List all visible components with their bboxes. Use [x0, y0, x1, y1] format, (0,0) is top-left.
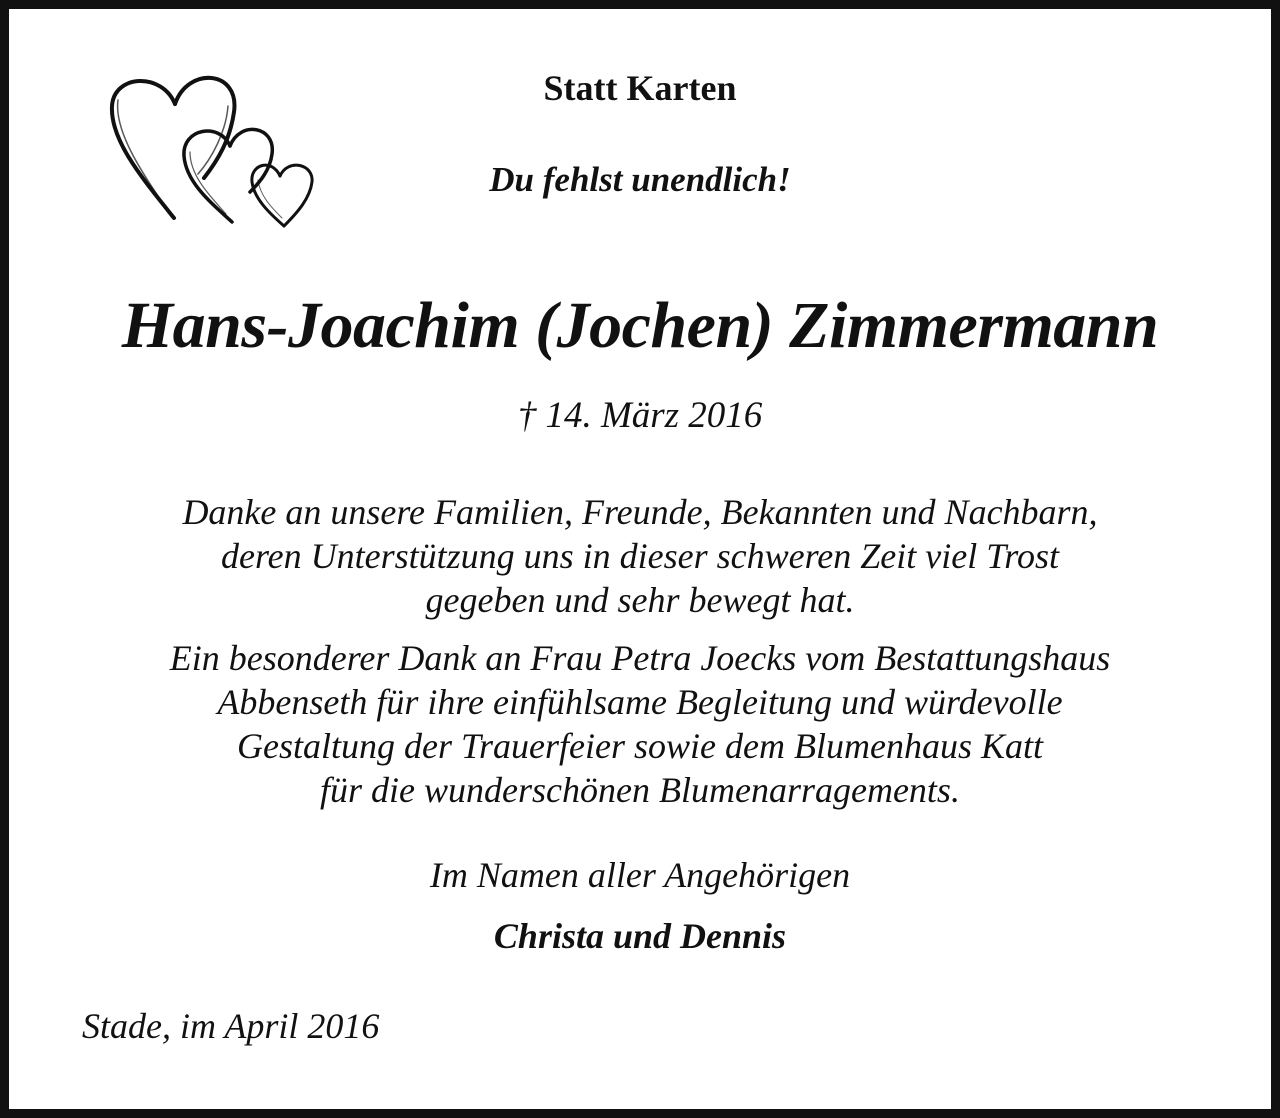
thanks-paragraph-line: Danke an unsere Familien, Freunde, Bekannten und Nachbarn, — [182, 492, 1098, 532]
special-thanks-paragraph-line: Abbenseth für ihre einfühlsame Begleitung und würdevolle — [217, 682, 1063, 722]
special-thanks-paragraph — [0, 636, 1280, 812]
special-thanks-paragraph-line: Gestaltung der Trauerfeier sowie dem Blumenhaus Katt — [237, 726, 1043, 766]
special-thanks-paragraph-line: für die wunderschönen Blumenarragements. — [320, 770, 960, 810]
closing-line: Im Namen aller Angehörigen — [429, 855, 851, 895]
thanks-paragraph — [0, 490, 1280, 622]
place-and-date: Stade, im April 2016 — [82, 1006, 380, 1046]
thanks-paragraph-line: deren Unterstützung uns in dieser schweren Zeit viel Trost — [221, 536, 1059, 576]
date-of-death: † 14. März 2016 — [517, 395, 763, 436]
deceased-name: Hans-Joachim (Jochen) Zimmermann — [121, 289, 1159, 362]
notice-motto: Du fehlst unendlich! — [489, 160, 791, 199]
thanks-paragraph-line: gegeben und sehr bewegt hat. — [425, 580, 855, 620]
notice-heading: Statt Karten — [543, 68, 737, 108]
signers: Christa und Dennis — [493, 916, 787, 956]
special-thanks-paragraph-line: Ein besonderer Dank an Frau Petra Joecks vom Bestattungshaus — [169, 638, 1111, 678]
